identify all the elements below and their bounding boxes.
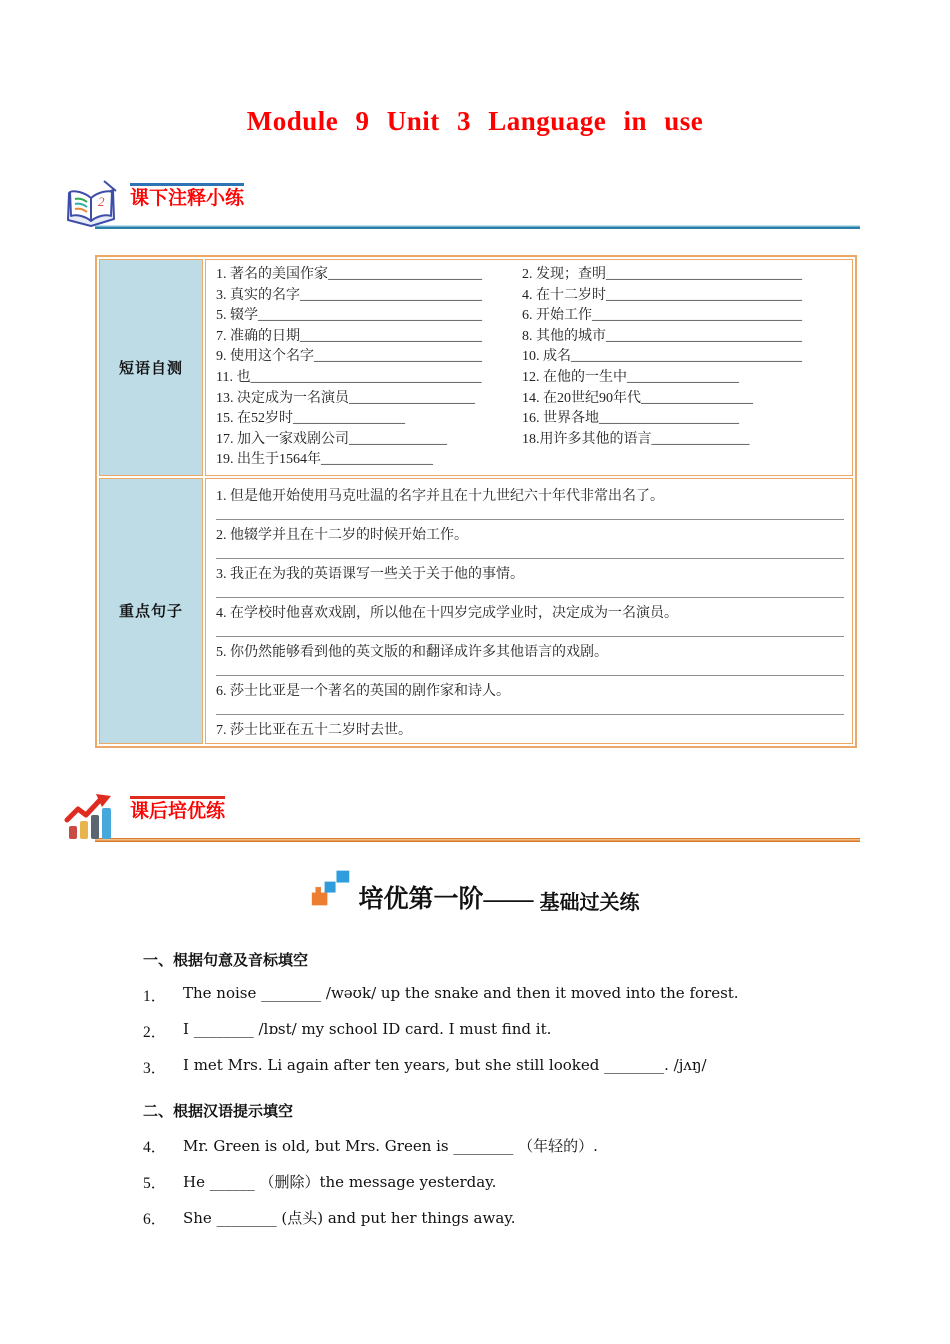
phrase-item: 2. 发现；查明____________________________ [522,267,802,282]
phrase-item: 5. 辍学________________________________ [216,308,482,324]
sentence-text: 2. 他辍学并且在十二岁的时候开始工作。 [216,527,468,543]
exercise-item [143,1207,883,1229]
phrases-row [99,259,853,476]
sentence-text: 6. 莎士比亚是一个著名的英国的剧作家和诗人。 [216,683,510,699]
sentences-row [99,478,853,744]
orange-divider [95,838,860,842]
phrase-item: 8. 其他的城市____________________________ [522,328,802,344]
phrase-item: 14. 在20世纪90年代________________ [522,390,753,406]
item-number: 5． [143,1174,167,1192]
sentence-item [216,644,844,676]
section1-header: 课下注释小练 [130,183,244,210]
answer-blank-line [216,597,844,598]
phrase-column-left [216,265,522,471]
phrase-column-right [522,265,844,471]
stairs-icon [310,868,352,913]
sentence-text: 3. 我正在为我的英语课写一些关于关于他的事情。 [216,566,524,582]
exercise1-title: 一、根据句意及音标填空 [143,951,309,969]
sentence-item [216,488,844,520]
answer-blank-line [216,558,844,559]
stage-heading-sub: 基础过关练 [539,891,640,914]
answer-blank-line [216,636,844,637]
phrase-item: 10. 成名_________________________________ [522,349,802,365]
answer-blank-line [216,519,844,520]
sentences-row-label: 重点句子 [99,478,203,744]
exercise-item [143,984,883,1006]
sentence-item [216,722,844,739]
phrase-item: 3. 真实的名字__________________________ [216,287,482,303]
phrase-item: 12. 在他的一生中________________ [522,369,739,385]
item-number: 1． [143,987,167,1005]
open-book-icon [64,177,120,236]
stage-heading [0,868,950,915]
sentence-list [216,484,844,739]
sentence-text: 4. 在学校时他喜欢戏剧，所以他在十四岁完成学业时，决定成为一名演员。 [216,605,678,621]
sentence-item [216,527,844,559]
sentence-text: 5. 你仍然能够看到他的英文版的和翻译成许多其他语言的戏剧。 [216,644,608,660]
phrase-item: 18.用许多其他的语言______________ [522,431,750,447]
exercise-item [143,1171,883,1193]
phrase-item: 9. 使用这个名字________________________ [216,349,482,365]
blue-divider [95,225,860,229]
item-number: 3． [143,1059,167,1077]
sentence-text: 7. 莎士比亚在五十二岁时去世。 [216,722,412,738]
item-number: 2． [143,1023,167,1041]
phrase-grid [216,265,844,471]
stage-heading-main: 培优第一阶—— [358,885,534,913]
sentences-row-content [205,478,853,744]
item-number: 6． [143,1210,167,1228]
bar-chart-icon [64,790,120,847]
sentence-item [216,605,844,637]
item-text: Mr. Green is old, but Mrs. Green is ________ （年轻的）. [183,1136,598,1155]
sentence-item [216,683,844,715]
item-number: 4． [143,1138,167,1156]
phrase-item: 15. 在52岁时________________ [216,411,405,427]
item-text: I met Mrs. Li again after ten years, but she still looked ________. /jʌŋ/ [183,1055,707,1074]
phrase-item: 1. 著名的美国作家______________________ [216,267,482,282]
exercise2-title: 二、根据汉语提示填空 [143,1102,294,1120]
phrase-item: 6. 开始工作______________________________ [522,308,802,324]
sentence-text: 1. 但是他开始使用马克吐温的名字并且在十九世纪六十年代非常出名了。 [216,488,664,504]
phrases-row-label: 短语自测 [99,259,203,476]
exercise-item [143,1020,883,1042]
phrase-item: 17. 加入一家戏剧公司______________ [216,431,447,447]
svg-text:2: 2 [98,194,105,209]
item-text: She ________ (点头) and put her things away. [183,1208,516,1227]
phrases-row-content [205,259,853,476]
section2-header: 课后培优练 [130,796,225,823]
item-text: I ________ /lɒst/ my school ID card. I must find it. [183,1019,552,1038]
item-text: He ______ （删除）the message yesterday. [183,1172,497,1191]
phrase-item: 16. 世界各地____________________ [522,411,739,427]
answer-blank-line [216,714,844,715]
exercise-item [143,1056,883,1078]
sentence-item [216,566,844,598]
exercise-area [143,949,883,1229]
phrase-item: 19. 出生于1564年________________ [216,452,433,468]
exercise-item [143,1135,883,1157]
page-title: Module 9 Unit 3 Language in use [246,106,704,136]
phrase-item: 11. 也_________________________________ [216,369,482,385]
item-text: The noise ________ /wəʊk/ up the snake and then it moved into the forest. [183,983,739,1002]
answer-blank-line [216,675,844,676]
notes-table [95,255,857,748]
phrase-item: 4. 在十二岁时____________________________ [522,287,802,303]
phrase-item: 7. 准确的日期__________________________ [216,328,482,344]
phrase-item: 13. 决定成为一名演员__________________ [216,390,475,406]
